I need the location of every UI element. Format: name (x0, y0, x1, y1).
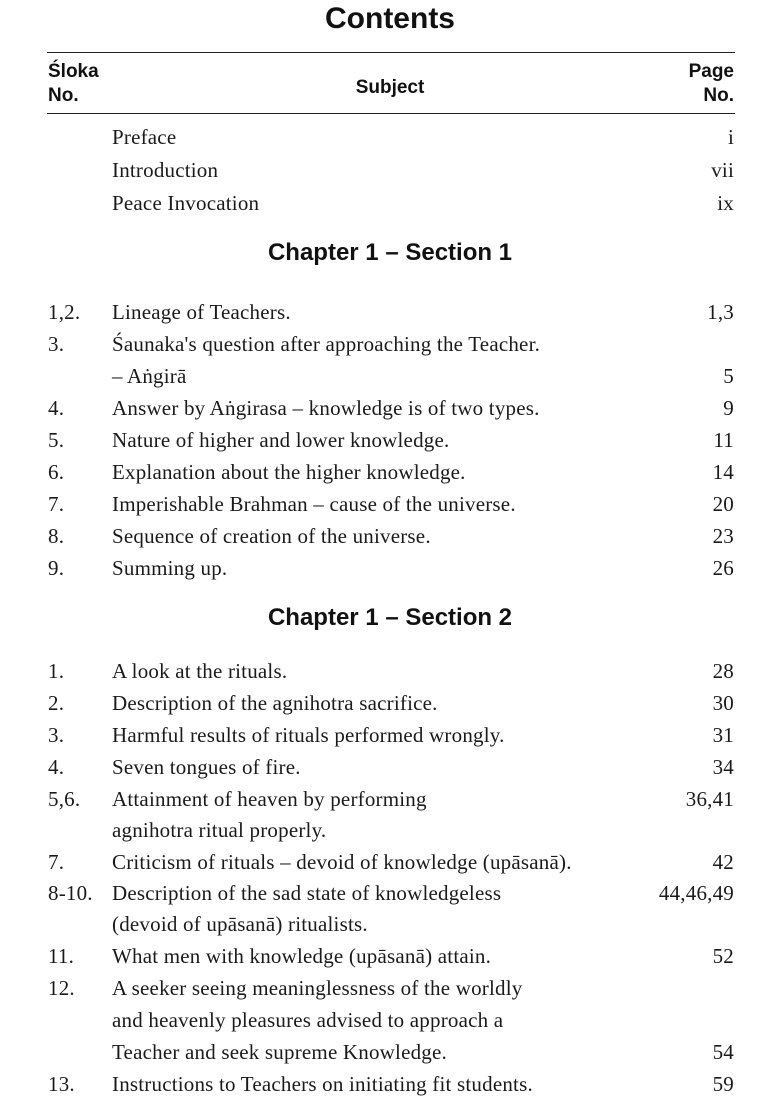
toc-entry-number: 8. (48, 524, 65, 548)
toc-entry-subject: A look at the rituals. (112, 659, 288, 683)
toc-entry-subject: Seven tongues of fire. (112, 755, 301, 779)
toc-entry-number: 6. (48, 460, 65, 484)
page-header-line1: Page (688, 61, 734, 82)
toc-entry[interactable] (0, 878, 780, 908)
toc-entry-subject: Teacher and seek supreme Knowledge. (112, 1040, 447, 1064)
toc-entry-subject: Introduction (112, 158, 219, 182)
toc-entry-page: 20 (712, 492, 734, 516)
toc-entry-subject: Answer by Aṅgirasa – knowledge is of two types. (112, 396, 540, 420)
toc-entry-subject: Description of the agnihotra sacrifice. (112, 691, 438, 715)
toc-entry-page: 14 (712, 460, 734, 484)
toc-entry-page: 44,46,49 (658, 881, 734, 905)
header-bottom-rule (47, 113, 735, 114)
page-title: Contents (325, 2, 455, 35)
toc-entry-subject: Instructions to Teachers on initiating fit students. (112, 1072, 533, 1096)
toc-entry-subject: Harmful results of rituals performed wrongly. (112, 723, 505, 747)
header-top-rule (47, 52, 735, 53)
toc-entry-subject: Explanation about the higher knowledge. (112, 460, 466, 484)
page-header-line2: No. (703, 85, 734, 106)
toc-entry-page: 5 (723, 364, 734, 388)
toc-entry-continuation[interactable] (0, 815, 780, 845)
toc-entry-continuation[interactable] (0, 1037, 780, 1067)
toc-entry-subject: Attainment of heaven by performing (112, 787, 427, 811)
toc-entry-number: 7. (48, 850, 65, 874)
toc-entry-number: 3. (48, 332, 65, 356)
toc-entry-subject: Preface (112, 125, 177, 149)
toc-entry-page: 34 (712, 755, 734, 779)
toc-entry-number: 5,6. (48, 787, 81, 811)
toc-entry-number: 9. (48, 556, 65, 580)
toc-entry-continuation[interactable] (0, 361, 780, 391)
toc-entry-subject: Imperishable Brahman – cause of the universe. (112, 492, 516, 516)
sloka-header-line1: Śloka (48, 61, 99, 82)
toc-entry-number: 13. (48, 1072, 75, 1096)
toc-entry-continuation[interactable] (0, 909, 780, 939)
toc-entry-page: 42 (712, 850, 734, 874)
toc-entry-subject: Śaunaka's question after approaching the Teacher. (112, 332, 541, 356)
toc-entry-page: i (727, 125, 734, 149)
toc-entry-page: 28 (712, 659, 734, 683)
toc-entry-page: 26 (712, 556, 734, 580)
toc-entry[interactable] (0, 752, 780, 782)
toc-entry-subject: What men with knowledge (upāsanā) attain. (112, 944, 492, 968)
toc-entry-number: 1,2. (48, 300, 81, 324)
toc-entry[interactable] (0, 425, 780, 455)
toc-entry[interactable] (0, 941, 780, 971)
toc-entry-subject: Summing up. (112, 556, 228, 580)
toc-entry[interactable] (0, 457, 780, 487)
toc-entry-introduction[interactable] (0, 155, 780, 185)
toc-entry-subject: agnihotra ritual properly. (112, 818, 327, 842)
toc-entry[interactable] (0, 489, 780, 519)
toc-entry-page: vii (711, 158, 734, 182)
toc-entry[interactable] (0, 1069, 780, 1099)
toc-entry-subject: Lineage of Teachers. (112, 300, 291, 324)
toc-entry-number: 4. (48, 396, 65, 420)
toc-entry-preface[interactable] (0, 122, 780, 152)
toc-entry-page: 9 (723, 396, 734, 420)
section-heading-2: Chapter 1 – Section 2 (267, 604, 513, 631)
toc-entry-subject: Criticism of rituals – devoid of knowledge (upāsanā). (112, 850, 572, 874)
toc-entry-number: 3. (48, 723, 65, 747)
toc-entry-number: 5. (48, 428, 65, 452)
toc-entry-page: ix (717, 191, 734, 215)
toc-entry[interactable] (0, 393, 780, 423)
toc-entry[interactable] (0, 521, 780, 551)
toc-entry[interactable] (0, 847, 780, 877)
toc-entry[interactable] (0, 329, 780, 359)
toc-entry-subject: Peace Invocation (112, 191, 260, 215)
toc-entry[interactable] (0, 553, 780, 583)
toc-entry-page: 59 (712, 1072, 734, 1096)
toc-entry-page: 1,3 (707, 300, 734, 324)
toc-entry-page: 23 (712, 524, 734, 548)
toc-entry-page: 30 (712, 691, 734, 715)
toc-entry[interactable] (0, 297, 780, 327)
toc-entry-subject: Nature of higher and lower knowledge. (112, 428, 450, 452)
toc-entry-subject: (devoid of upāsanā) ritualists. (112, 912, 368, 936)
toc-entry-number: 11. (48, 944, 75, 968)
toc-entry-number: 8-10. (48, 881, 93, 905)
toc-entry-page: 11 (713, 428, 734, 452)
toc-entry-peace-invocation[interactable] (0, 188, 780, 218)
toc-entry[interactable] (0, 688, 780, 718)
sloka-header-line2: No. (48, 85, 79, 106)
toc-entry-continuation[interactable] (0, 1005, 780, 1035)
toc-entry-subject: Sequence of creation of the universe. (112, 524, 431, 548)
page-no-header (689, 60, 734, 108)
toc-entry-number: 1. (48, 659, 65, 683)
toc-entry-number: 4. (48, 755, 65, 779)
toc-entry[interactable] (0, 784, 780, 814)
toc-entry-subject: A seeker seeing meaninglessness of the worldly (112, 976, 523, 1000)
toc-entry-page: 36,41 (685, 787, 734, 811)
toc-entry-page: 54 (712, 1040, 734, 1064)
toc-entry-subject: and heavenly pleasures advised to approach a (112, 1008, 504, 1032)
toc-entry-subject: – Aṅgirā (112, 364, 187, 388)
toc-entry-number: 2. (48, 691, 65, 715)
toc-entry[interactable] (0, 973, 780, 1003)
toc-entry-page: 52 (712, 944, 734, 968)
toc-entry[interactable] (0, 720, 780, 750)
subject-header: Subject (355, 77, 425, 98)
toc-entry-number: 12. (48, 976, 75, 1000)
toc-entry-number: 7. (48, 492, 65, 516)
toc-entry-subject: Description of the sad state of knowledgeless (112, 881, 502, 905)
section-heading-1: Chapter 1 – Section 1 (267, 239, 513, 266)
toc-entry-page: 31 (712, 723, 734, 747)
toc-entry[interactable] (0, 656, 780, 686)
